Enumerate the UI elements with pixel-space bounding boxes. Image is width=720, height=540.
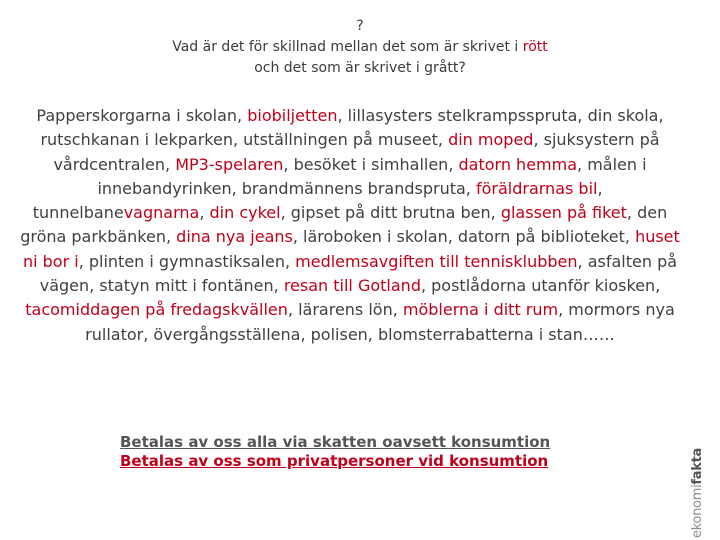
red-item: biobiljetten <box>247 106 338 125</box>
examples-paragraph <box>14 104 686 347</box>
legend-grey-line: Betalas av oss alla via skatten oavsett konsumtion <box>120 433 551 451</box>
grey-text: , mormors nya rullator, övergångsställena, polisen, blomsterrabatterna i stan…… <box>85 300 675 344</box>
grey-text: , asfalten på vägen, statyn mitt i fontänen, <box>39 251 678 296</box>
logo-part-1: ekonomi <box>690 484 705 538</box>
red-item: vagnarna <box>123 203 200 223</box>
title-red-word: rött <box>522 39 548 55</box>
grey-text: , tunnelbane <box>32 178 603 223</box>
grey-text: , den gröna parkbänken, <box>20 203 668 247</box>
grey-text: , läroboken i skolan, datorn på biblioteket, <box>292 227 636 247</box>
grey-text: Papperskorgarna i skolan, <box>36 106 248 125</box>
red-item: tacomiddagen på fredagskvällen <box>25 300 288 320</box>
slide-title <box>60 16 660 79</box>
red-item: dina nya jeans <box>176 227 293 247</box>
red-item: föräldrarnas bil <box>475 178 598 198</box>
grey-text: , postlådorna utanför kiosken, <box>420 276 661 296</box>
legend-red-line: Betalas av oss som privatpersoner vid konsumtion <box>120 452 549 470</box>
grey-text: , besöket i simhallen, <box>283 154 459 174</box>
red-item: medlemsavgiften till tennisklubben <box>295 251 578 271</box>
title-line-3: och det som är skrivet i grått? <box>254 60 466 76</box>
red-item: möblerna i ditt rum <box>402 300 559 320</box>
ekonomifakta-logo <box>690 426 706 538</box>
red-item: din moped <box>448 130 534 150</box>
grey-text: , lillasysters stelkrampsspruta, din skola, rutschkanan i lekparken, utställningen på museet, <box>40 106 664 150</box>
grey-text: , <box>199 203 210 223</box>
red-item: huset ni bor i <box>22 227 680 271</box>
red-item: resan till Gotland <box>283 276 421 296</box>
logo-part-2: fakta <box>690 448 705 485</box>
red-item: MP3-spelaren <box>175 154 284 174</box>
grey-text: , sjuksystern på vårdcentralen, <box>53 130 660 174</box>
red-item: glassen på fiket <box>500 203 627 223</box>
grey-text: , plinten i gymnastiksalen, <box>78 251 296 271</box>
grey-text: , gipset på ditt brutna ben, <box>280 203 501 223</box>
title-line-2 <box>60 37 660 58</box>
title-line-2-text: Vad är det för skillnad mellan det som är skrivet i <box>172 39 523 55</box>
grey-text: , målen i innebandyrinken, brandmännens brandspruta, <box>97 154 647 198</box>
grey-text: , lärarens lön, <box>287 300 403 320</box>
red-item: datorn hemma <box>458 154 578 174</box>
red-item: din cykel <box>209 203 281 223</box>
title-question-mark: ? <box>356 18 364 34</box>
legend <box>120 433 680 471</box>
